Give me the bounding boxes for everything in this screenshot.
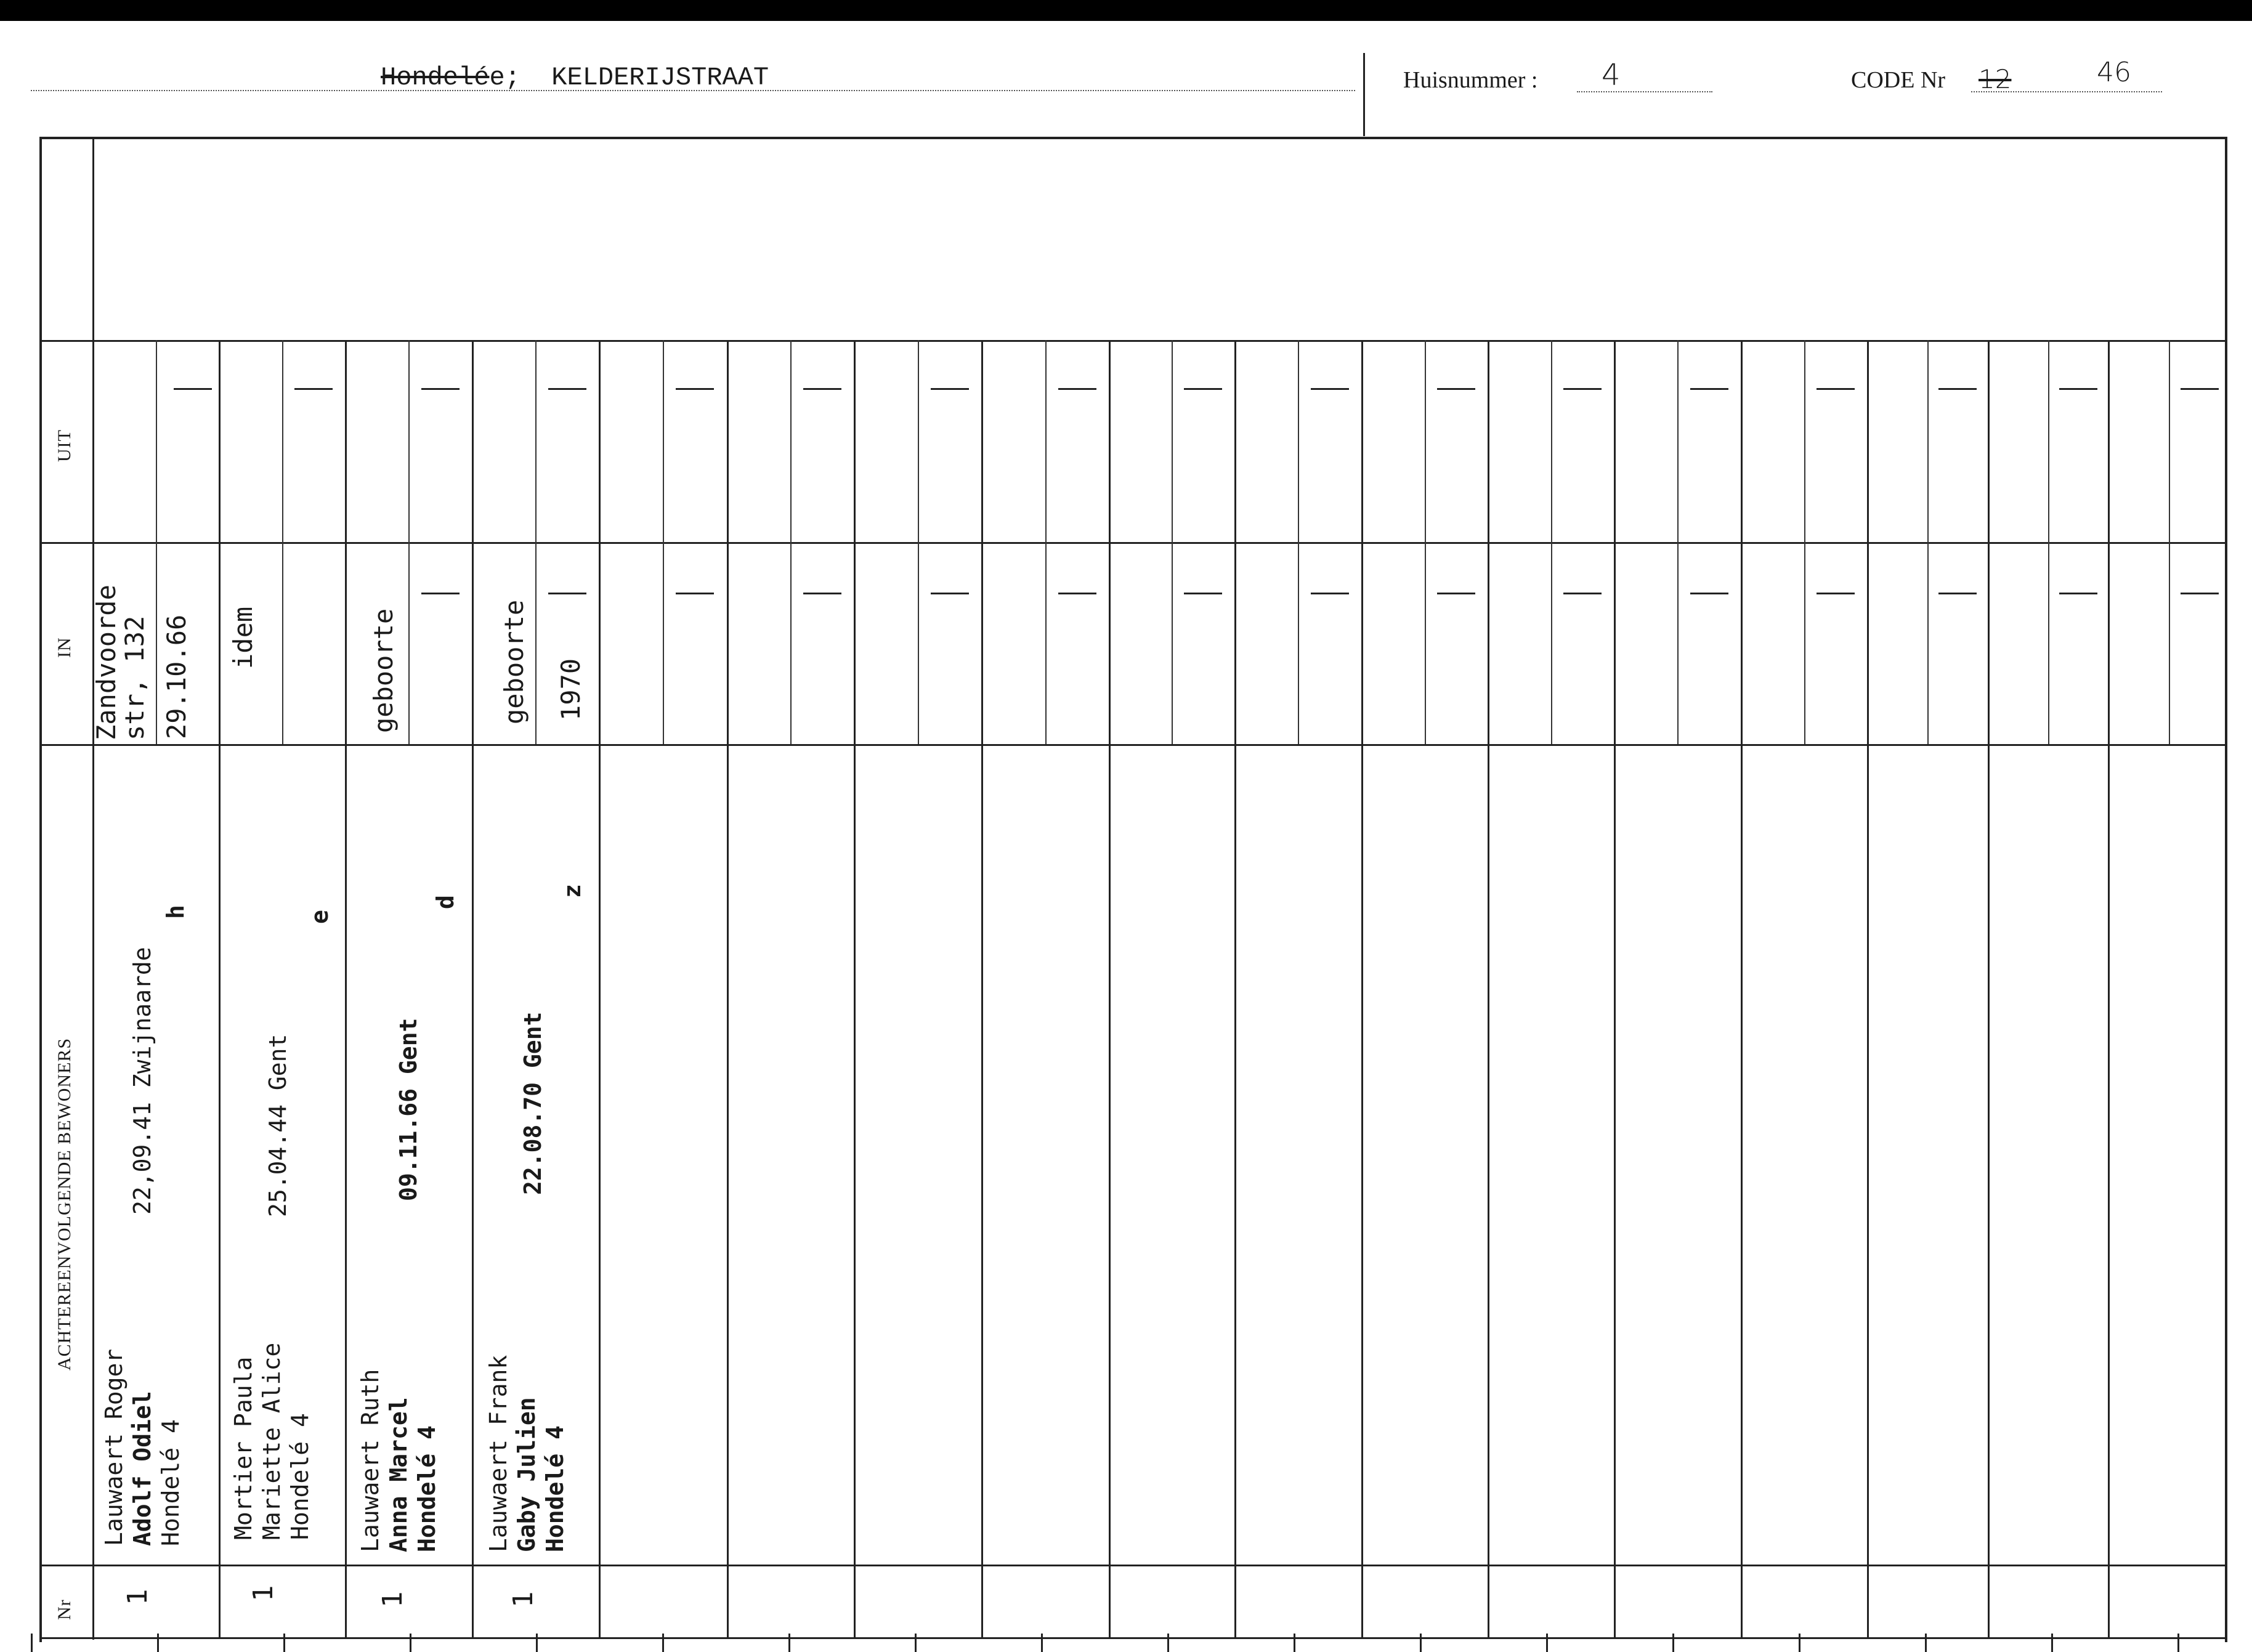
- resident-3-in-place: geboorte: [368, 608, 399, 733]
- uit-dash: [1563, 388, 1602, 390]
- in-dash: [1817, 593, 1855, 594]
- residents-top-line: [39, 744, 2225, 746]
- ruler-tick: [2177, 1634, 2179, 1652]
- uit-dash: [294, 388, 333, 390]
- ruler-tick: [157, 1634, 159, 1652]
- resident-4-name: Lauwaert Frank: [485, 1354, 512, 1552]
- nr-column-label: Nr: [54, 1599, 75, 1620]
- label-column-line: [92, 137, 94, 1640]
- sub-column-divider: [1804, 340, 1805, 744]
- resident-4-marker: z: [559, 884, 586, 898]
- in-dash: [931, 593, 969, 594]
- resident-3-birth: 09.11.66 Gent: [395, 1018, 422, 1201]
- resident-1-given-names: Adolf Odiel: [129, 1391, 156, 1546]
- resident-3-names: [356, 1369, 441, 1552]
- resident-1-nr: 1: [122, 1589, 153, 1605]
- sub-column-divider: [663, 340, 664, 744]
- column-divider: [1867, 340, 1869, 1637]
- column-divider: [1361, 340, 1363, 1637]
- ruler-tick: [2051, 1634, 2053, 1652]
- resident-4-given-names: Gaby Julien: [513, 1397, 540, 1552]
- sub-column-divider: [408, 340, 410, 744]
- street-dotted-line: [31, 90, 1355, 91]
- nr-top-line: [39, 1565, 2225, 1566]
- resident-2-nr: 1: [248, 1585, 279, 1601]
- resident-3-given-names: Anna Marcel: [385, 1397, 412, 1552]
- uit-dash: [174, 388, 212, 390]
- resident-4-birth: 22.08.70 Gent: [519, 1011, 546, 1195]
- resident-3-name: Lauwaert Ruth: [357, 1369, 384, 1552]
- column-divider: [727, 340, 729, 1637]
- resident-1-birth: 22,09.41 Zwijnaarde: [129, 947, 156, 1215]
- column-divider: [1234, 340, 1236, 1637]
- uit-top-line: [39, 340, 2225, 342]
- resident-2-given-names: Mariette Alice: [258, 1342, 285, 1540]
- resident-1-names: [100, 1349, 185, 1546]
- house-number-label: Huisnummer :: [1403, 67, 1538, 93]
- street-label-struck: Hondelé: [381, 63, 490, 92]
- sub-column-divider: [1425, 340, 1426, 744]
- uit-dash: [1437, 388, 1475, 390]
- street-name: KELDERIJSTRAAT: [551, 63, 769, 92]
- sub-column-divider: [1298, 340, 1299, 744]
- resident-1-in-date: 29.10.66: [161, 614, 192, 739]
- code-value: 46: [2097, 57, 2131, 88]
- ruler-tick: [1294, 1634, 1295, 1652]
- in-dash: [1058, 593, 1096, 594]
- column-divider: [981, 340, 983, 1637]
- resident-4-nr: 1: [508, 1591, 539, 1608]
- column-divider: [1988, 340, 1990, 1637]
- in-dash: [1437, 593, 1475, 594]
- ruler-tick: [31, 1634, 33, 1652]
- column-divider: [472, 340, 474, 1637]
- in-dash: [548, 593, 586, 594]
- in-dash: [421, 593, 460, 594]
- in-dash: [1938, 593, 1977, 594]
- sub-column-divider: [2169, 340, 2170, 744]
- code-dotted-line: [1971, 91, 2162, 92]
- in-dash: [1690, 593, 1728, 594]
- sub-column-divider: [1551, 340, 1552, 744]
- ruler-tick: [1546, 1634, 1548, 1652]
- resident-2-marker: e: [306, 910, 333, 924]
- ruler-tick: [1420, 1634, 1422, 1652]
- resident-4-names: [484, 1355, 569, 1552]
- column-divider: [599, 340, 601, 1637]
- uit-dash: [548, 388, 586, 390]
- in-dash: [2059, 593, 2097, 594]
- in-dash: [803, 593, 841, 594]
- top-border: [0, 0, 2252, 21]
- in-dash: [1184, 593, 1222, 594]
- column-divider: [1614, 340, 1616, 1637]
- sub-column-divider: [1927, 340, 1929, 744]
- resident-2-address: Hondelé 4: [286, 1413, 314, 1540]
- in-dash: [676, 593, 714, 594]
- sub-column-divider: [918, 340, 919, 744]
- resident-4-in-date: 1970: [556, 658, 586, 721]
- resident-2-names: [229, 1343, 314, 1540]
- in-top-line: [39, 542, 2225, 544]
- uit-dash: [676, 388, 714, 390]
- sub-column-divider: [156, 340, 157, 744]
- uit-dash: [2059, 388, 2097, 390]
- street-field: [381, 63, 769, 92]
- resident-2-name: Mortier Paula: [230, 1356, 257, 1540]
- sub-column-divider: [790, 340, 792, 744]
- code-label: CODE Nr: [1851, 67, 1946, 93]
- ruler-tick: [915, 1634, 917, 1652]
- uit-dash: [421, 388, 460, 390]
- uit-dash: [2181, 388, 2219, 390]
- ruler-tick: [788, 1634, 790, 1652]
- resident-1-name: Lauwaert Roger: [100, 1348, 128, 1546]
- column-divider: [2108, 340, 2110, 1637]
- code-struck-value: 12: [1979, 64, 2012, 94]
- sub-column-divider: [535, 340, 537, 744]
- ruler-tick: [410, 1634, 411, 1652]
- ruler-tick: [1799, 1634, 1800, 1652]
- sub-column-divider: [282, 340, 283, 744]
- resident-2-birth: 25.04.44 Gent: [264, 1034, 291, 1217]
- column-divider: [1741, 340, 1743, 1637]
- bottom-line: [39, 1637, 2225, 1639]
- resident-1-in-place-line-2: str, 132: [119, 615, 150, 740]
- in-dash: [2181, 593, 2219, 594]
- column-divider: [219, 340, 221, 1637]
- resident-3-address: Hondelé 4: [413, 1425, 440, 1552]
- uit-dash: [1817, 388, 1855, 390]
- residents-column-label: ACHTEREENVOLGENDE BEWONERS: [54, 1037, 75, 1371]
- uit-dash: [1311, 388, 1349, 390]
- ruler-tick: [1041, 1634, 1043, 1652]
- sub-column-divider: [1172, 340, 1173, 744]
- ruler-tick: [662, 1634, 664, 1652]
- house-number-value: 4: [1602, 58, 1621, 92]
- uit-column-label: UIT: [54, 429, 75, 462]
- resident-3-nr: 1: [377, 1591, 408, 1608]
- uit-dash: [803, 388, 841, 390]
- header-divider: [1363, 53, 1365, 136]
- sub-column-divider: [2048, 340, 2049, 744]
- resident-3-marker: d: [432, 895, 459, 909]
- street-label-suffix: e;: [489, 63, 520, 92]
- house-dotted-line: [1577, 91, 1712, 92]
- uit-dash: [1690, 388, 1728, 390]
- ruler-tick: [283, 1634, 285, 1652]
- resident-1-in-place-line-1: Zandvoorde: [91, 585, 121, 740]
- uit-dash: [1058, 388, 1096, 390]
- column-divider: [1109, 340, 1111, 1637]
- column-divider: [854, 340, 856, 1637]
- uit-dash: [1938, 388, 1977, 390]
- resident-2-in-place: idem: [228, 606, 258, 669]
- column-divider: [345, 340, 347, 1637]
- in-column-label: IN: [54, 637, 75, 658]
- in-dash: [1563, 593, 1602, 594]
- ruler-tick: [1925, 1634, 1927, 1652]
- ruler-tick: [1167, 1634, 1169, 1652]
- in-dash: [1311, 593, 1349, 594]
- uit-dash: [1184, 388, 1222, 390]
- sub-column-divider: [1045, 340, 1047, 744]
- column-divider: [1488, 340, 1489, 1637]
- uit-dash: [931, 388, 969, 390]
- resident-1-in-place: [92, 585, 149, 740]
- resident-4-in-place: geboorte: [499, 599, 529, 724]
- sub-column-divider: [1677, 340, 1679, 744]
- ruler-tick: [1672, 1634, 1674, 1652]
- resident-4-address: Hondelé 4: [541, 1425, 569, 1552]
- resident-1-marker: h: [162, 905, 189, 919]
- resident-1-address: Hondelé 4: [157, 1419, 184, 1546]
- ruler-tick: [536, 1634, 538, 1652]
